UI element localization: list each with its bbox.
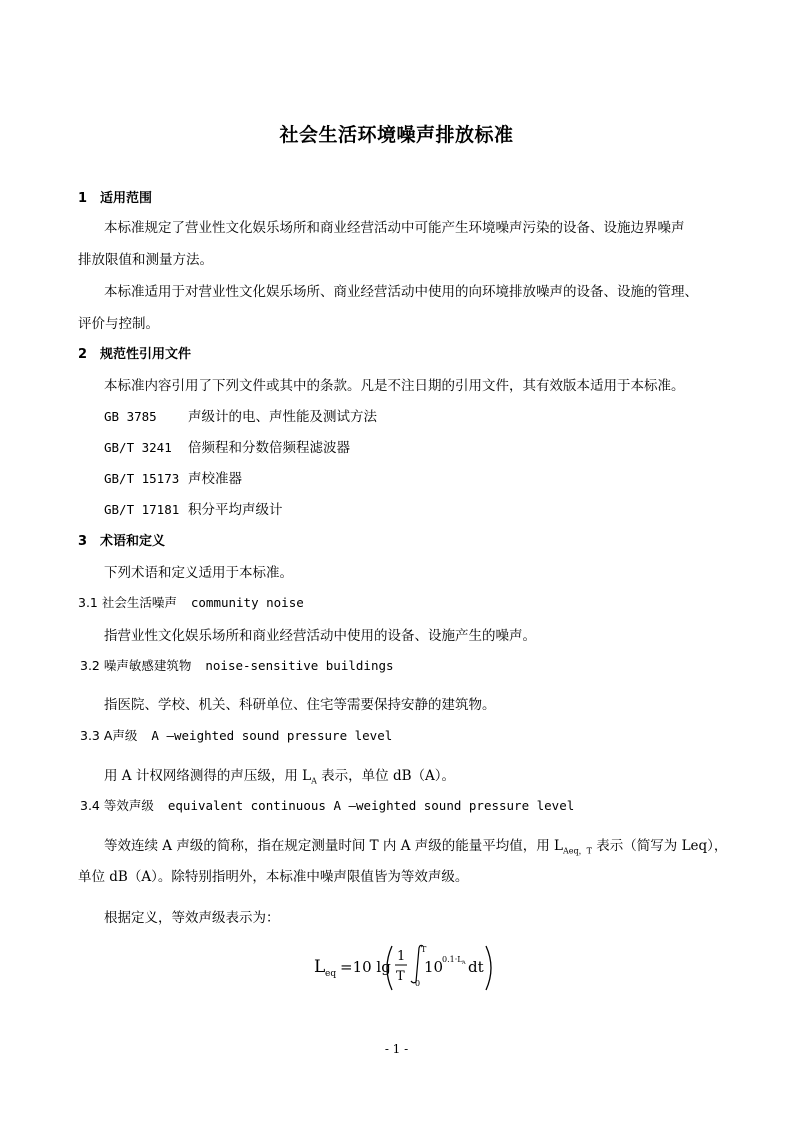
- fraction-denominator: T: [396, 969, 405, 984]
- term-number: 3.4: [80, 798, 100, 813]
- term-definition: 等效连续 A 声级的简称，指在规定测量时间 T 内 A 声级的能量平均值，用 $L_{Aeq,T}$ 表示（简写为 Leq），: [104, 838, 728, 856]
- term-english: A –weighted sound pressure level: [151, 728, 393, 743]
- page-title: 社会生活环境噪声排放标准: [279, 124, 514, 146]
- fraction-numerator: 1: [397, 949, 406, 964]
- section-2-heading: [78, 343, 191, 362]
- section-number: 2: [78, 347, 88, 362]
- term-chinese: A声级: [103, 728, 138, 743]
- reference-code: GB/T 3241: [104, 440, 172, 455]
- term-chinese: 噪声敏感建筑物: [103, 658, 192, 673]
- reference-title: 声校准器: [188, 471, 242, 487]
- integral-upper-limit: T: [421, 945, 427, 954]
- page-number: - 1 -: [384, 1042, 409, 1056]
- section-title: 适用范围: [100, 191, 153, 206]
- term-english: equivalent continuous A –weighted sound pressure level: [167, 798, 575, 813]
- formula-equals: =10 lg: [340, 958, 391, 976]
- term-definition: 指营业性文化娱乐场所和商业经营活动中使用的设备、设施产生的噪声。: [104, 628, 536, 644]
- integral-lower-limit: 0: [415, 979, 421, 988]
- paragraph-line: 本标准规定了营业性文化娱乐场所和商业经营活动中可能产生环境噪声污染的设备、设施边界噪声: [104, 220, 685, 236]
- term-number: 3.1: [78, 595, 98, 610]
- reference-code: GB/T 15173: [104, 471, 180, 486]
- paragraph-line: 排放限值和测量方法。: [78, 252, 213, 268]
- term-definition: 指医院、学校、机关、科研单位、住宅等需要保持安静的建筑物。: [104, 697, 496, 713]
- subscript: Aeq，T: [563, 846, 592, 856]
- term-chinese: 社会生活噪声: [101, 595, 177, 610]
- reference-item: [104, 498, 283, 518]
- term-number: 3.3: [80, 728, 100, 743]
- reference-item: [104, 405, 377, 425]
- paragraph-line: 本标准内容引用了下列文件或其中的条款。凡是不注日期的引用文件，其有效版本适用于本标准。: [104, 378, 685, 394]
- paragraph-line: 评价与控制。: [78, 316, 159, 332]
- reference-title: 倍频程和分数倍频程滤波器: [188, 440, 350, 456]
- equivalent-level-formula: [310, 938, 500, 998]
- section-number: 3: [78, 534, 88, 549]
- formula-lhs: L: [314, 957, 326, 977]
- section-number: 1: [78, 191, 88, 206]
- term-heading-3-3: [80, 726, 392, 744]
- subscript: A: [311, 776, 317, 786]
- reference-title: 积分平均声级计: [188, 502, 283, 518]
- term-definition-line: 单位 dB（A）。除特别指明外，本标准中噪声限值皆为等效声级。: [78, 869, 469, 885]
- paragraph-line: 本标准适用于对营业性文化娱乐场所、商业经营活动中使用的向环境排放噪声的设备、设施的管理、: [104, 284, 698, 300]
- section-3-heading: [78, 530, 165, 549]
- paragraph-line: 下列术语和定义适用于本标准。: [104, 565, 293, 581]
- term-heading-3-2: [80, 656, 394, 674]
- section-title: 术语和定义: [100, 534, 166, 549]
- right-parenthesis: [486, 946, 491, 990]
- formula-base: 10: [424, 958, 444, 976]
- formula-dt: dt: [468, 958, 484, 976]
- term-number: 3.2: [80, 658, 100, 673]
- section-title: 规范性引用文件: [100, 347, 192, 362]
- reference-code: GB/T 17181: [104, 502, 180, 517]
- reference-item: [104, 436, 350, 456]
- formula-lhs-subscript: eq: [325, 969, 337, 979]
- reference-title: 声级计的电、声性能及测试方法: [188, 409, 377, 425]
- formula-intro: 根据定义，等效声级表示为：: [104, 910, 280, 926]
- term-definition: 用 A 计权网络测得的声压级，用 $L_A$ 表示，单位 dB（A）。: [104, 768, 456, 786]
- term-english: community noise: [190, 595, 304, 610]
- term-chinese: 等效声级: [103, 798, 154, 813]
- term-heading-3-1: [78, 593, 304, 611]
- formula-exponent: 0.1·L: [442, 955, 463, 964]
- formula-exponent-subscript: A: [462, 960, 466, 966]
- term-heading-3-4: [80, 796, 574, 814]
- section-1-heading: [78, 187, 152, 206]
- reference-code: GB 3785: [104, 409, 157, 424]
- reference-item: [104, 467, 242, 487]
- term-english: noise-sensitive buildings: [205, 658, 394, 673]
